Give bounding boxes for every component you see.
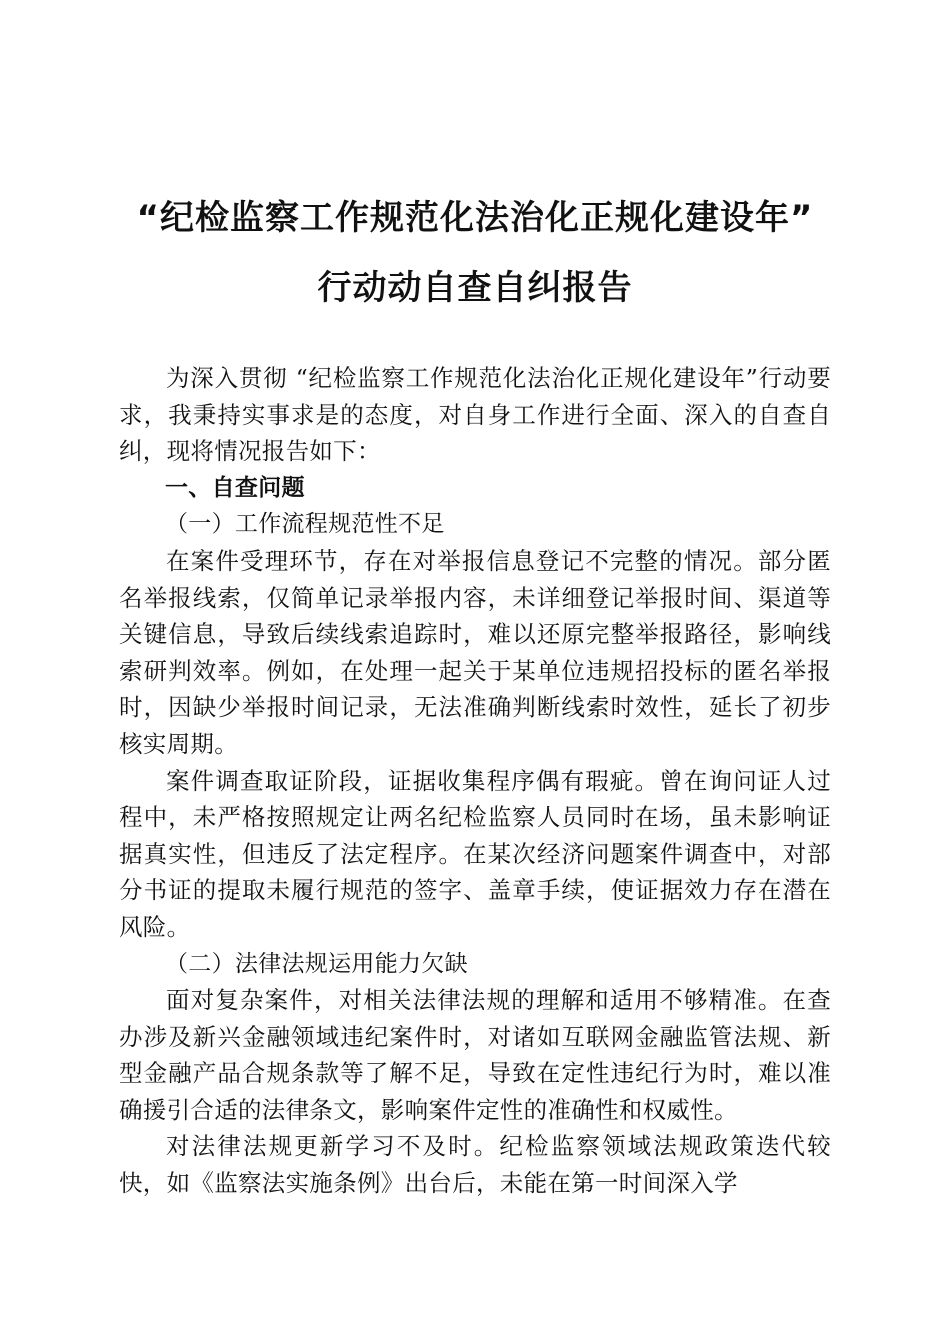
document-title-line-1: “纪检监察工作规范化法治化正规化建设年” [136,198,814,238]
section-heading-self-check-issues: 一、自查问题 [165,474,305,501]
paragraph-complex-cases: 面对复杂案件，对相关法律法规的理解和适用不够精准。在查办涉及新兴金融领域违纪案件时，对诸如互联网金融监管法规、新型金融产品合规条款等了解不足，导致在定性违纪行为时，难以准确援引合适的法律条文，影响案件定性的准确性和权威性。 [119,986,831,1124]
paragraph-evidence-collection: 案件调查取证阶段，证据收集程序偶有瑕疵。曾在询问证人过程中，未严格按照规定让两名纪检监察人员同时在场，虽未影响证据真实性，但违反了法定程序。在某次经济问题案件调查中，对部分书证的提取未履行规范的签字、盖章手续，使证据效力存在潜在风险。 [119,766,831,941]
intro-paragraph: 为深入贯彻 “纪检监察工作规范化法治化正规化建设年”行动要求，我秉持实事求是的态度，对自身工作进行全面、深入的自查自纠，现将情况报告如下： [119,364,831,466]
subsection-heading-legal-ability: （二）法律法规运用能力欠缺 [165,950,468,977]
subsection-heading-workflow: （一）工作流程规范性不足 [165,511,445,538]
paragraph-regulation-updates: 对法律法规更新学习不及时。纪检监察领域法规政策迭代较快，如《监察法实施条例》出台后，未能在第一时间深入学 [119,1132,831,1198]
document-title-line-2: 行动动自查自纠报告 [317,268,633,308]
paragraph-case-acceptance: 在案件受理环节，存在对举报信息登记不完整的情况。部分匿名举报线索，仅简单记录举报内容，未详细登记举报时间、渠道等关键信息，导致后续线索追踪时，难以还原完整举报路径，影响线索研判效率。例如，在处理一起关于某单位违规招投标的匿名举报时，因缺少举报时间记录，无法准确判断线索时效性，延长了初步核实周期。 [119,546,831,758]
document-body [119,360,831,1202]
